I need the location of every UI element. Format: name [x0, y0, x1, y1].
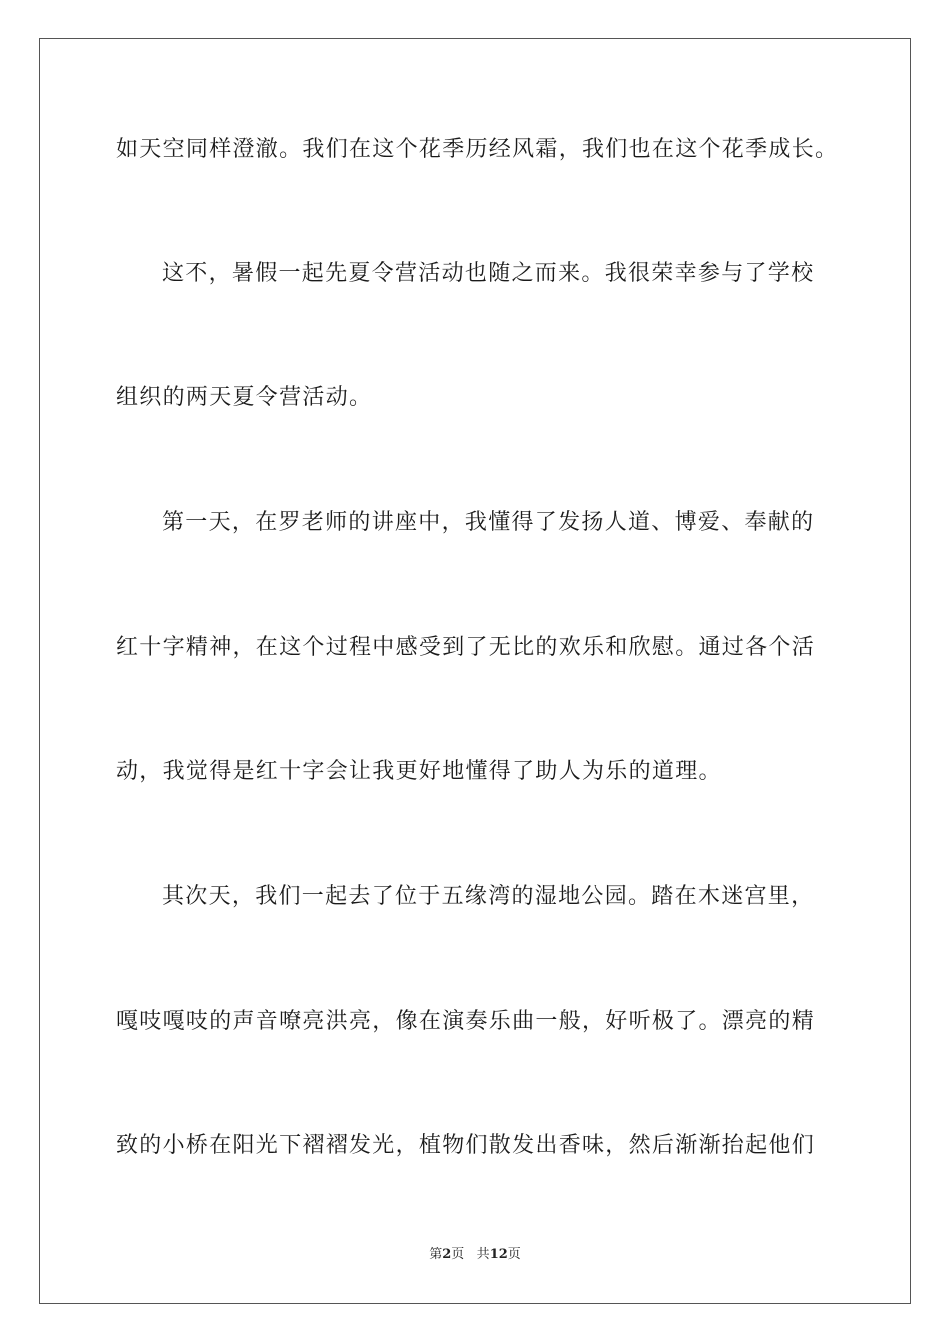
page-suffix: 页: [451, 1247, 465, 1262]
text-line-3: 组织的两天夏令营活动。: [116, 385, 373, 410]
text-line-8: 嘎吱嘎吱的声音嘹亮洪亮，像在演奏乐曲一般，好听极了。漂亮的精: [116, 1009, 816, 1034]
text-line-1: 如天空同样澄澈。我们在这个花季历经风霜，我们也在这个花季成长。: [116, 137, 839, 162]
total-suffix: 页: [507, 1247, 521, 1262]
text-line-6: 动，我觉得是红十字会让我更好地懂得了助人为乐的道理。: [116, 759, 722, 784]
text-line-9: 致的小桥在阳光下褶褶发光，植物们散发出香味，然后渐渐抬起他们: [116, 1133, 816, 1158]
text-line-5: 红十字精神，在这个过程中感受到了无比的欢乐和欣慰。通过各个活: [116, 635, 816, 660]
page-frame: [39, 38, 911, 1304]
total-pages: 12: [489, 1247, 508, 1262]
text-line-4: 第一天，在罗老师的讲座中，我懂得了发扬人道、博爱、奉献的: [162, 510, 815, 535]
text-line-7: 其次天，我们一起去了位于五缘湾的湿地公园。踏在木迷宫里，: [162, 884, 815, 909]
page-prefix: 第: [429, 1247, 443, 1262]
page-footer: [0, 1245, 950, 1265]
page-number: 2: [442, 1247, 452, 1262]
total-prefix: 共: [476, 1247, 490, 1262]
text-line-2: 这不，暑假一起先夏令营活动也随之而来。我很荣幸参与了学校: [162, 261, 815, 286]
